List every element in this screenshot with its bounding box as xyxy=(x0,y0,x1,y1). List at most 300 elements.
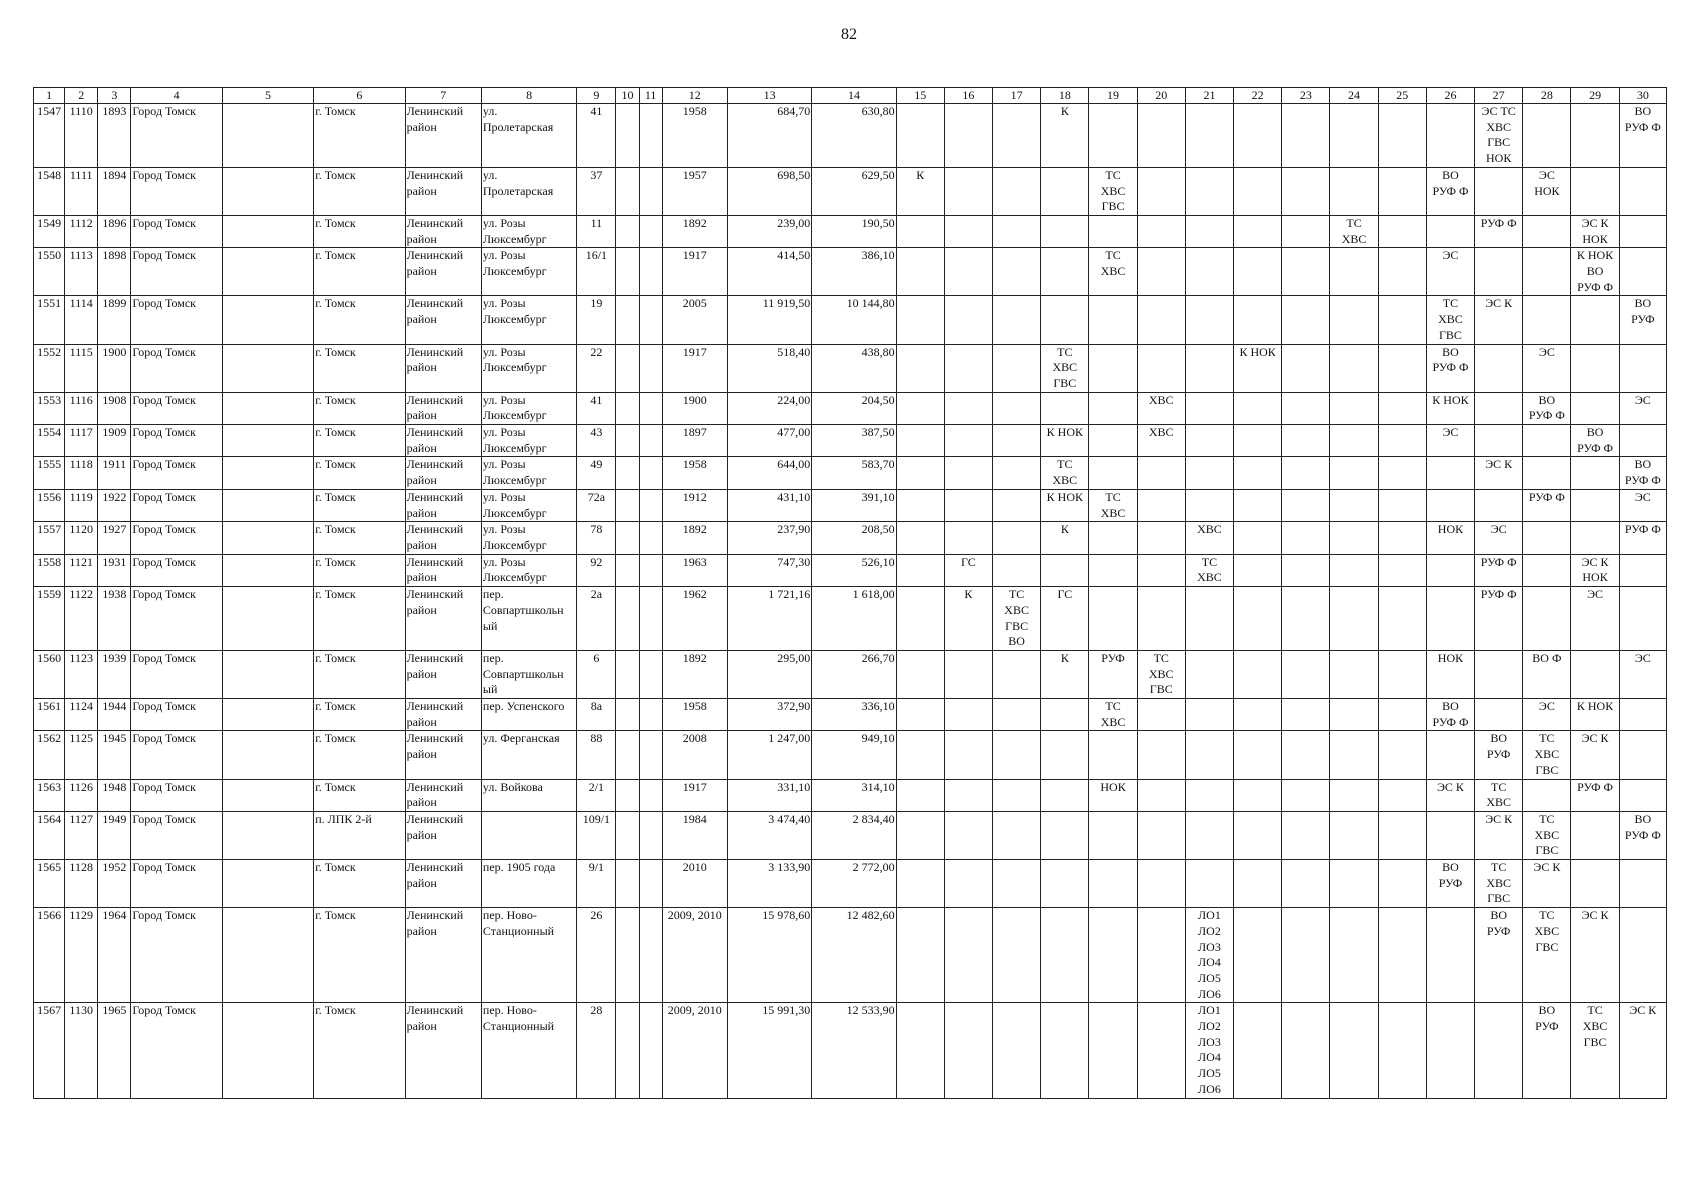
cell-col-23 xyxy=(1282,167,1330,215)
cell-col-13: 431,10 xyxy=(727,489,811,521)
column-header-21: 21 xyxy=(1185,88,1233,104)
table-row xyxy=(34,489,1667,521)
cell-col-25 xyxy=(1378,167,1426,215)
cell-col-11 xyxy=(639,215,662,247)
cell-col-3: 1965 xyxy=(98,1003,131,1098)
cell-col-26: К НОК xyxy=(1426,392,1474,424)
cell-col-8: ул. Розы Люксембург xyxy=(481,248,576,296)
cell-col-18: К xyxy=(1041,104,1089,168)
cell-col-9: 6 xyxy=(577,650,616,698)
cell-col-9: 9/1 xyxy=(577,860,616,908)
cell-col-2: 1125 xyxy=(65,731,98,779)
cell-col-24 xyxy=(1330,1003,1378,1098)
cell-col-22 xyxy=(1234,650,1282,698)
cell-col-22 xyxy=(1234,392,1282,424)
cell-col-2: 1128 xyxy=(65,860,98,908)
cell-col-16 xyxy=(944,1003,992,1098)
cell-col-18: ТС ХВС ГВС xyxy=(1041,344,1089,392)
cell-col-16 xyxy=(944,489,992,521)
cell-col-19: ТС ХВС xyxy=(1089,699,1137,731)
cell-col-10 xyxy=(616,215,639,247)
cell-col-14: 949,10 xyxy=(812,731,896,779)
cell-col-16 xyxy=(944,908,992,1003)
column-header-20: 20 xyxy=(1137,88,1185,104)
column-header-25: 25 xyxy=(1378,88,1426,104)
cell-col-14: 2 834,40 xyxy=(812,811,896,859)
cell-col-28: ТС ХВС ГВС xyxy=(1523,908,1571,1003)
cell-col-2: 1117 xyxy=(65,425,98,457)
cell-col-6: г. Томск xyxy=(314,587,405,651)
cell-col-28 xyxy=(1523,554,1571,586)
cell-col-5 xyxy=(222,860,313,908)
cell-col-26: ВО РУФ Ф xyxy=(1426,167,1474,215)
cell-col-13: 331,10 xyxy=(727,779,811,811)
cell-col-5 xyxy=(222,587,313,651)
cell-col-5 xyxy=(222,811,313,859)
cell-col-28: ВО РУФ xyxy=(1523,1003,1571,1098)
cell-col-29 xyxy=(1571,392,1619,424)
table-row xyxy=(34,344,1667,392)
cell-col-13: 414,50 xyxy=(727,248,811,296)
cell-col-7: Ленинский район xyxy=(405,215,481,247)
cell-col-24: ТС ХВС xyxy=(1330,215,1378,247)
cell-col-11 xyxy=(639,296,662,344)
cell-col-19 xyxy=(1089,457,1137,489)
column-header-15: 15 xyxy=(896,88,944,104)
cell-col-8: пер. Совпартшкольн ый xyxy=(481,650,576,698)
cell-col-7: Ленинский район xyxy=(405,522,481,554)
cell-col-24 xyxy=(1330,296,1378,344)
cell-col-17 xyxy=(993,554,1041,586)
cell-col-11 xyxy=(639,1003,662,1098)
cell-col-6: г. Томск xyxy=(314,425,405,457)
cell-col-7: Ленинский район xyxy=(405,860,481,908)
cell-col-2: 1113 xyxy=(65,248,98,296)
cell-col-25 xyxy=(1378,908,1426,1003)
table-row xyxy=(34,457,1667,489)
cell-col-28 xyxy=(1523,457,1571,489)
cell-col-9: 22 xyxy=(577,344,616,392)
cell-col-24 xyxy=(1330,457,1378,489)
cell-col-4: Город Томск xyxy=(131,392,222,424)
cell-col-17 xyxy=(993,248,1041,296)
cell-col-11 xyxy=(639,554,662,586)
cell-col-20 xyxy=(1137,104,1185,168)
cell-col-21 xyxy=(1185,731,1233,779)
cell-col-28: ЭС НОК xyxy=(1523,167,1571,215)
cell-col-27 xyxy=(1475,344,1523,392)
cell-col-21 xyxy=(1185,457,1233,489)
cell-col-8: пер. Ново- Станционный xyxy=(481,1003,576,1098)
cell-col-22 xyxy=(1234,215,1282,247)
cell-col-1: 1561 xyxy=(34,699,65,731)
cell-col-15 xyxy=(896,554,944,586)
cell-col-5 xyxy=(222,104,313,168)
cell-col-16 xyxy=(944,860,992,908)
cell-col-29: ЭС К xyxy=(1571,908,1619,1003)
cell-col-30: ВО РУФ Ф xyxy=(1619,811,1666,859)
cell-col-24 xyxy=(1330,522,1378,554)
cell-col-8: ул. Ферганская xyxy=(481,731,576,779)
cell-col-17 xyxy=(993,457,1041,489)
cell-col-14: 526,10 xyxy=(812,554,896,586)
cell-col-24 xyxy=(1330,699,1378,731)
cell-col-14: 314,10 xyxy=(812,779,896,811)
column-header-22: 22 xyxy=(1234,88,1282,104)
table-row xyxy=(34,860,1667,908)
cell-col-3: 1964 xyxy=(98,908,131,1003)
column-header-23: 23 xyxy=(1282,88,1330,104)
cell-col-18: К xyxy=(1041,650,1089,698)
cell-col-22 xyxy=(1234,699,1282,731)
cell-col-7: Ленинский район xyxy=(405,699,481,731)
cell-col-3: 1922 xyxy=(98,489,131,521)
cell-col-8: ул. Пролетарская xyxy=(481,167,576,215)
cell-col-11 xyxy=(639,731,662,779)
cell-col-16 xyxy=(944,731,992,779)
cell-col-14: 12 482,60 xyxy=(812,908,896,1003)
cell-col-20 xyxy=(1137,731,1185,779)
cell-col-24 xyxy=(1330,587,1378,651)
cell-col-6: г. Томск xyxy=(314,908,405,1003)
cell-col-4: Город Томск xyxy=(131,457,222,489)
cell-col-18 xyxy=(1041,296,1089,344)
cell-col-18 xyxy=(1041,779,1089,811)
cell-col-18 xyxy=(1041,167,1089,215)
column-header-19: 19 xyxy=(1089,88,1137,104)
column-header-1: 1 xyxy=(34,88,65,104)
cell-col-30: ВО РУФ Ф xyxy=(1619,104,1666,168)
cell-col-3: 1948 xyxy=(98,779,131,811)
cell-col-5 xyxy=(222,489,313,521)
cell-col-1: 1557 xyxy=(34,522,65,554)
cell-col-9: 8а xyxy=(577,699,616,731)
cell-col-3: 1896 xyxy=(98,215,131,247)
cell-col-17 xyxy=(993,489,1041,521)
cell-col-15 xyxy=(896,811,944,859)
cell-col-1: 1565 xyxy=(34,860,65,908)
cell-col-4: Город Томск xyxy=(131,344,222,392)
cell-col-2: 1120 xyxy=(65,522,98,554)
cell-col-16: ГС xyxy=(944,554,992,586)
cell-col-25 xyxy=(1378,425,1426,457)
cell-col-7: Ленинский район xyxy=(405,104,481,168)
cell-col-2: 1111 xyxy=(65,167,98,215)
cell-col-6: г. Томск xyxy=(314,731,405,779)
cell-col-12: 2010 xyxy=(662,860,727,908)
cell-col-25 xyxy=(1378,1003,1426,1098)
cell-col-5 xyxy=(222,1003,313,1098)
cell-col-7: Ленинский район xyxy=(405,344,481,392)
cell-col-9: 26 xyxy=(577,908,616,1003)
table-row xyxy=(34,215,1667,247)
cell-col-30 xyxy=(1619,215,1666,247)
cell-col-30: ЭС xyxy=(1619,489,1666,521)
column-header-17: 17 xyxy=(993,88,1041,104)
page-number: 82 xyxy=(841,26,857,43)
cell-col-10 xyxy=(616,1003,639,1098)
cell-col-19 xyxy=(1089,296,1137,344)
cell-col-14: 583,70 xyxy=(812,457,896,489)
cell-col-4: Город Томск xyxy=(131,731,222,779)
column-header-4: 4 xyxy=(131,88,222,104)
cell-col-29: ТС ХВС ГВС xyxy=(1571,1003,1619,1098)
cell-col-1: 1553 xyxy=(34,392,65,424)
cell-col-27 xyxy=(1475,1003,1523,1098)
cell-col-30: ЭС xyxy=(1619,650,1666,698)
cell-col-29 xyxy=(1571,104,1619,168)
cell-col-27: ЭС К xyxy=(1475,296,1523,344)
cell-col-8: ул. Пролетарская xyxy=(481,104,576,168)
cell-col-29: РУФ Ф xyxy=(1571,779,1619,811)
cell-col-6: г. Томск xyxy=(314,344,405,392)
cell-col-26: ВО РУФ xyxy=(1426,860,1474,908)
cell-col-22 xyxy=(1234,554,1282,586)
cell-col-12: 1958 xyxy=(662,699,727,731)
cell-col-18 xyxy=(1041,811,1089,859)
cell-col-8: ул. Розы Люксембург xyxy=(481,522,576,554)
cell-col-4: Город Томск xyxy=(131,522,222,554)
cell-col-10 xyxy=(616,908,639,1003)
cell-col-9: 78 xyxy=(577,522,616,554)
cell-col-10 xyxy=(616,779,639,811)
cell-col-16 xyxy=(944,522,992,554)
cell-col-1: 1560 xyxy=(34,650,65,698)
cell-col-12: 1917 xyxy=(662,779,727,811)
cell-col-15 xyxy=(896,248,944,296)
cell-col-19 xyxy=(1089,860,1137,908)
cell-col-5 xyxy=(222,908,313,1003)
cell-col-29 xyxy=(1571,522,1619,554)
cell-col-4: Город Томск xyxy=(131,860,222,908)
cell-col-16 xyxy=(944,215,992,247)
cell-col-13: 15 991,30 xyxy=(727,1003,811,1098)
cell-col-28: РУФ Ф xyxy=(1523,489,1571,521)
register-table xyxy=(33,87,1667,1099)
cell-col-20 xyxy=(1137,167,1185,215)
cell-col-30 xyxy=(1619,908,1666,1003)
cell-col-14: 204,50 xyxy=(812,392,896,424)
cell-col-22 xyxy=(1234,908,1282,1003)
cell-col-24 xyxy=(1330,860,1378,908)
cell-col-6: п. ЛПК 2-й xyxy=(314,811,405,859)
cell-col-27 xyxy=(1475,650,1523,698)
cell-col-2: 1121 xyxy=(65,554,98,586)
cell-col-16 xyxy=(944,457,992,489)
cell-col-16 xyxy=(944,811,992,859)
cell-col-4: Город Томск xyxy=(131,587,222,651)
cell-col-29 xyxy=(1571,489,1619,521)
cell-col-11 xyxy=(639,457,662,489)
cell-col-4: Город Томск xyxy=(131,425,222,457)
cell-col-20: ХВС xyxy=(1137,425,1185,457)
cell-col-15 xyxy=(896,522,944,554)
cell-col-23 xyxy=(1282,457,1330,489)
cell-col-26 xyxy=(1426,489,1474,521)
cell-col-7: Ленинский район xyxy=(405,392,481,424)
cell-col-19 xyxy=(1089,811,1137,859)
cell-col-29: ЭС К НОК xyxy=(1571,554,1619,586)
cell-col-6: г. Томск xyxy=(314,554,405,586)
cell-col-5 xyxy=(222,296,313,344)
cell-col-26: ВО РУФ Ф xyxy=(1426,344,1474,392)
column-header-7: 7 xyxy=(405,88,481,104)
cell-col-28: ВО РУФ Ф xyxy=(1523,392,1571,424)
cell-col-16: К xyxy=(944,587,992,651)
table-row xyxy=(34,587,1667,651)
cell-col-11 xyxy=(639,699,662,731)
cell-col-14: 336,10 xyxy=(812,699,896,731)
cell-col-3: 1952 xyxy=(98,860,131,908)
cell-col-5 xyxy=(222,215,313,247)
cell-col-3: 1908 xyxy=(98,392,131,424)
cell-col-13: 1 247,00 xyxy=(727,731,811,779)
cell-col-20 xyxy=(1137,779,1185,811)
cell-col-17 xyxy=(993,215,1041,247)
cell-col-30 xyxy=(1619,860,1666,908)
table-row xyxy=(34,811,1667,859)
cell-col-9: 41 xyxy=(577,392,616,424)
column-header-18: 18 xyxy=(1041,88,1089,104)
cell-col-21: ЛО1 ЛО2 ЛО3 ЛО4 ЛО5 ЛО6 xyxy=(1185,1003,1233,1098)
cell-col-1: 1562 xyxy=(34,731,65,779)
cell-col-14: 12 533,90 xyxy=(812,1003,896,1098)
cell-col-22 xyxy=(1234,248,1282,296)
cell-col-3: 1944 xyxy=(98,699,131,731)
cell-col-12: 1912 xyxy=(662,489,727,521)
cell-col-26: НОК xyxy=(1426,522,1474,554)
cell-col-10 xyxy=(616,587,639,651)
cell-col-26 xyxy=(1426,104,1474,168)
cell-col-8: ул. Войкова xyxy=(481,779,576,811)
cell-col-1: 1566 xyxy=(34,908,65,1003)
cell-col-28 xyxy=(1523,522,1571,554)
cell-col-24 xyxy=(1330,425,1378,457)
cell-col-25 xyxy=(1378,522,1426,554)
cell-col-27: ВО РУФ xyxy=(1475,731,1523,779)
cell-col-11 xyxy=(639,650,662,698)
cell-col-19 xyxy=(1089,522,1137,554)
cell-col-21 xyxy=(1185,779,1233,811)
cell-col-21: ТС ХВС xyxy=(1185,554,1233,586)
cell-col-25 xyxy=(1378,392,1426,424)
cell-col-3: 1927 xyxy=(98,522,131,554)
cell-col-19 xyxy=(1089,554,1137,586)
cell-col-21 xyxy=(1185,489,1233,521)
cell-col-16 xyxy=(944,344,992,392)
cell-col-6: г. Томск xyxy=(314,779,405,811)
cell-col-4: Город Томск xyxy=(131,811,222,859)
cell-col-26: ЭС К xyxy=(1426,779,1474,811)
cell-col-9: 88 xyxy=(577,731,616,779)
cell-col-26 xyxy=(1426,215,1474,247)
cell-col-3: 1900 xyxy=(98,344,131,392)
cell-col-4: Город Томск xyxy=(131,699,222,731)
cell-col-25 xyxy=(1378,699,1426,731)
cell-col-3: 1945 xyxy=(98,731,131,779)
cell-col-5 xyxy=(222,248,313,296)
cell-col-5 xyxy=(222,392,313,424)
cell-col-23 xyxy=(1282,248,1330,296)
cell-col-22 xyxy=(1234,425,1282,457)
cell-col-12: 1984 xyxy=(662,811,727,859)
cell-col-30: ВО РУФ Ф xyxy=(1619,457,1666,489)
cell-col-13: 3 133,90 xyxy=(727,860,811,908)
cell-col-17 xyxy=(993,731,1041,779)
cell-col-28 xyxy=(1523,425,1571,457)
cell-col-8: пер. Совпартшкольн ый xyxy=(481,587,576,651)
cell-col-13: 3 474,40 xyxy=(727,811,811,859)
cell-col-5 xyxy=(222,457,313,489)
cell-col-10 xyxy=(616,650,639,698)
cell-col-16 xyxy=(944,167,992,215)
cell-col-11 xyxy=(639,392,662,424)
cell-col-4: Город Томск xyxy=(131,104,222,168)
cell-col-1: 1559 xyxy=(34,587,65,651)
cell-col-1: 1555 xyxy=(34,457,65,489)
cell-col-26 xyxy=(1426,554,1474,586)
cell-col-22 xyxy=(1234,811,1282,859)
cell-col-6: г. Томск xyxy=(314,296,405,344)
cell-col-17 xyxy=(993,650,1041,698)
cell-col-24 xyxy=(1330,167,1378,215)
cell-col-22 xyxy=(1234,860,1282,908)
cell-col-30 xyxy=(1619,425,1666,457)
cell-col-9: 11 xyxy=(577,215,616,247)
cell-col-21 xyxy=(1185,425,1233,457)
column-header-30: 30 xyxy=(1619,88,1666,104)
cell-col-4: Город Томск xyxy=(131,167,222,215)
cell-col-15 xyxy=(896,104,944,168)
cell-col-9: 92 xyxy=(577,554,616,586)
table-row xyxy=(34,731,1667,779)
cell-col-18 xyxy=(1041,392,1089,424)
table-row xyxy=(34,425,1667,457)
cell-col-11 xyxy=(639,860,662,908)
cell-col-15 xyxy=(896,908,944,1003)
cell-col-27 xyxy=(1475,699,1523,731)
cell-col-1: 1548 xyxy=(34,167,65,215)
cell-col-9: 37 xyxy=(577,167,616,215)
cell-col-14: 387,50 xyxy=(812,425,896,457)
cell-col-23 xyxy=(1282,296,1330,344)
cell-col-9: 49 xyxy=(577,457,616,489)
cell-col-10 xyxy=(616,860,639,908)
cell-col-18: ГС xyxy=(1041,587,1089,651)
cell-col-6: г. Томск xyxy=(314,215,405,247)
cell-col-25 xyxy=(1378,779,1426,811)
cell-col-8: ул. Розы Люксембург xyxy=(481,425,576,457)
cell-col-21 xyxy=(1185,392,1233,424)
cell-col-23 xyxy=(1282,344,1330,392)
cell-col-21 xyxy=(1185,650,1233,698)
cell-col-23 xyxy=(1282,779,1330,811)
cell-col-2: 1130 xyxy=(65,1003,98,1098)
cell-col-12: 1958 xyxy=(662,457,727,489)
cell-col-4: Город Томск xyxy=(131,296,222,344)
cell-col-23 xyxy=(1282,908,1330,1003)
cell-col-28: ЭС xyxy=(1523,344,1571,392)
cell-col-28 xyxy=(1523,779,1571,811)
cell-col-11 xyxy=(639,522,662,554)
column-header-8: 8 xyxy=(481,88,576,104)
cell-col-2: 1119 xyxy=(65,489,98,521)
column-header-28: 28 xyxy=(1523,88,1571,104)
cell-col-21 xyxy=(1185,860,1233,908)
cell-col-10 xyxy=(616,425,639,457)
cell-col-27: РУФ Ф xyxy=(1475,554,1523,586)
cell-col-15 xyxy=(896,779,944,811)
